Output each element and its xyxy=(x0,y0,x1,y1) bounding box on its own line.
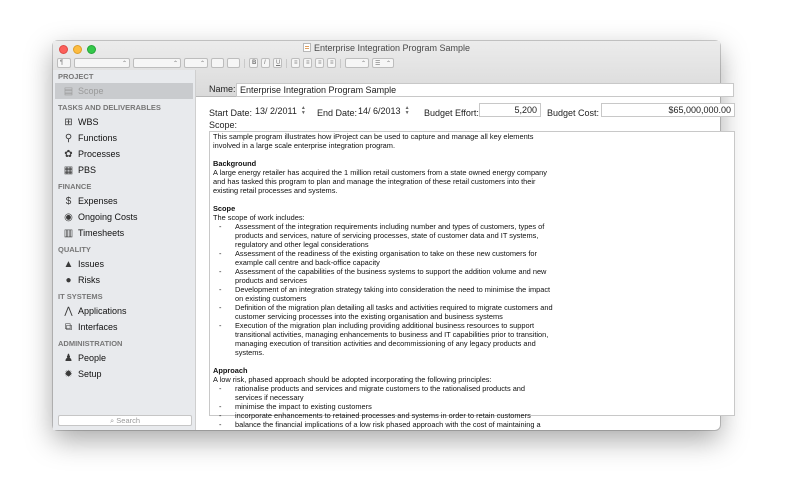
bullet-text: Execution of the migration plan including providing additional business resources to support transitional activities, managing enhancements to business and IT capabilities prior to transition, managing execution of transition activities and decommissioning of any legacy products and systems. xyxy=(235,321,549,357)
bullet-marker: - xyxy=(219,321,222,330)
interfaces-icon: ⧉ xyxy=(64,321,73,333)
search-icon: ⌕ xyxy=(109,416,117,425)
font-size-select[interactable] xyxy=(184,58,208,68)
background-body: A large energy retailer has acquired the 1 million retail customers from a state owned energy company and has tasked this program to plan and manage the integration of these retail customers into their existing retail processes and systems. xyxy=(213,168,547,195)
setup-gear-icon: ✹ xyxy=(64,368,73,380)
bullet-marker: - xyxy=(219,402,222,411)
start-date-value: 13/ 2/2011 xyxy=(255,106,297,116)
bullet-text: Assessment of the readiness of the existing organisation to take on these new customers for example call centre and back-office capacity xyxy=(235,249,537,267)
search-placeholder: Search xyxy=(116,416,141,425)
bullet-item xyxy=(213,222,553,249)
align-center-icon: ≡ xyxy=(306,60,310,66)
bullet-item xyxy=(213,249,553,267)
sidebar-section-title: FINANCE xyxy=(58,182,92,191)
money-bag-icon: $ xyxy=(65,195,72,207)
sidebar-section-title: PROJECT xyxy=(58,72,94,81)
end-date-value: 14/ 6/2013 xyxy=(358,106,401,116)
timesheet-icon: ▥ xyxy=(63,227,74,239)
sidebar-item-people[interactable] xyxy=(53,350,195,366)
budget-effort-field[interactable]: 5,200 xyxy=(479,103,541,117)
align-right-button[interactable] xyxy=(315,58,324,68)
warning-icon: ▲ xyxy=(63,258,74,270)
bullet-text: balance the financial implications of a low risk phased approach with the cost of maintaining a xyxy=(235,420,541,429)
sidebar xyxy=(53,70,196,430)
bullet-text: minimise the impact to existing customers xyxy=(235,402,372,411)
pbs-icon: ▦ xyxy=(63,164,74,176)
sidebar-item-scope[interactable] xyxy=(55,83,193,99)
gear-icon: ✿ xyxy=(64,148,73,160)
chevron-down-icon: ⌃ xyxy=(360,60,366,67)
start-date-label: Start Date: xyxy=(209,108,253,118)
end-date-field[interactable] xyxy=(358,104,411,118)
scope-text-area[interactable] xyxy=(209,131,735,429)
coins-icon: ◉ xyxy=(64,211,73,223)
bullet-marker: - xyxy=(219,384,222,393)
bullet-item xyxy=(213,420,553,429)
applications-icon: ⋀ xyxy=(64,305,73,317)
end-date-label: End Date: xyxy=(317,108,358,118)
bullet-item xyxy=(213,285,553,303)
sidebar-item-label: Ongoing Costs xyxy=(78,212,138,222)
bullet-marker: - xyxy=(219,411,222,420)
sidebar-item-label: Functions xyxy=(78,133,118,143)
format-toolbar xyxy=(57,57,394,69)
sidebar-section-title: ADMINISTRATION xyxy=(58,339,123,348)
sidebar-item-issues[interactable] xyxy=(53,256,195,272)
chevron-down-icon: ⌃ xyxy=(199,60,205,67)
bullet-text: Assessment of the integration requirements including number and types of customers, types of products and services, nature of servicing processes, state of customer data and IT systems, regulatory and other legal considerations xyxy=(235,222,545,249)
bullet-text: incorporate enhancements to retained processes and systems in order to retain customers xyxy=(235,411,531,420)
document-icon: ▤ xyxy=(63,85,74,97)
bullet-text: rationalise products and services and migrate customers to the rationalised products and services if necessary xyxy=(235,384,526,402)
name-label: Name: xyxy=(209,84,236,94)
people-icon: ♟ xyxy=(64,352,73,364)
chevron-down-icon: ⌃ xyxy=(121,60,127,67)
paragraph-style-label: ¶ xyxy=(60,60,64,66)
justify-icon: ≡ xyxy=(330,60,334,66)
list-icon: ☰ xyxy=(375,60,381,67)
bullet-marker: - xyxy=(219,285,222,294)
end-date-stepper[interactable]: ▲ ▼ xyxy=(404,104,410,116)
document-icon xyxy=(303,43,311,52)
italic-label: I xyxy=(264,60,266,66)
start-date-field[interactable] xyxy=(255,104,307,118)
budget-effort-label: Budget Effort: xyxy=(424,108,479,118)
sidebar-item-functions[interactable] xyxy=(53,130,195,146)
bold-button[interactable] xyxy=(249,58,258,68)
scope-editor xyxy=(197,70,731,430)
justify-button[interactable] xyxy=(327,58,336,68)
bullet-item xyxy=(213,321,553,357)
sidebar-item-label: Timesheets xyxy=(78,228,125,238)
font-style-select[interactable] xyxy=(133,58,181,68)
italic-button[interactable] xyxy=(261,58,270,68)
scope-bullet-list xyxy=(213,222,734,357)
sidebar-item-processes[interactable] xyxy=(53,146,195,162)
sidebar-item-applications[interactable] xyxy=(53,303,195,319)
font-family-select[interactable] xyxy=(74,58,130,68)
budget-cost-label: Budget Cost: xyxy=(547,108,600,118)
scope-intro: This sample program illustrates how iProject can be used to capture and manage all key elements involved in a large scale enterprise integration program. xyxy=(213,132,534,150)
bullet-text: Assessment of the capabilities of the business systems to support the addition volume and new products and services xyxy=(235,267,547,285)
risk-icon: ● xyxy=(65,274,72,286)
sidebar-item-setup[interactable] xyxy=(53,366,195,382)
approach-lead: A low risk, phased approach should be adopted incorporating the following principles: xyxy=(213,375,492,384)
start-date-stepper[interactable]: ▲ ▼ xyxy=(300,104,306,116)
align-left-button[interactable] xyxy=(291,58,300,68)
sidebar-item-label: Applications xyxy=(78,306,127,316)
underline-label: U xyxy=(276,60,281,66)
line-spacing-select[interactable] xyxy=(345,58,369,68)
bullet-marker: - xyxy=(219,222,222,231)
sidebar-item-label: Risks xyxy=(78,275,100,285)
scope-lead: The scope of work includes: xyxy=(213,213,305,222)
sidebar-section-title: TASKS AND DELIVERABLES xyxy=(58,103,161,112)
toolbar-divider xyxy=(286,59,287,68)
list-style-select[interactable] xyxy=(372,58,394,68)
scope-label: Scope: xyxy=(209,120,238,130)
bullet-marker: - xyxy=(219,420,222,429)
sidebar-item-label: PBS xyxy=(78,165,97,175)
bullet-marker: - xyxy=(219,303,222,312)
align-right-icon: ≡ xyxy=(318,60,322,66)
sidebar-item-risks[interactable] xyxy=(53,272,195,288)
approach-heading: Approach xyxy=(213,366,248,375)
sidebar-item-label: Processes xyxy=(78,149,121,159)
bullet-text: Development of an integration strategy taking into consideration the need to minimise the impact on existing customers xyxy=(235,285,551,303)
bullet-marker: - xyxy=(219,249,222,258)
align-left-icon: ≡ xyxy=(294,60,298,66)
app-window xyxy=(53,41,731,430)
bullet-item xyxy=(213,411,553,420)
sidebar-item-label: Issues xyxy=(78,259,105,269)
name-field[interactable]: Enterprise Integration Program Sample xyxy=(236,83,734,97)
bullet-item xyxy=(213,267,553,285)
sidebar-item-ongoing-costs[interactable] xyxy=(53,209,195,225)
sidebar-section-title: IT SYSTEMS xyxy=(58,292,103,301)
background-color-well[interactable] xyxy=(227,58,240,68)
sidebar-item-label: Expenses xyxy=(78,196,118,206)
bullet-item xyxy=(213,384,553,402)
sidebar-item-label: WBS xyxy=(78,117,99,127)
chevron-down-icon: ⌃ xyxy=(385,60,391,67)
wbs-icon: ⊞ xyxy=(64,116,73,128)
bullet-text: Definition of the migration plan detailing all tasks and activities required to migrate customers and customer servicing processes into the existing organisation and business systems xyxy=(235,303,553,321)
sidebar-search-input[interactable] xyxy=(58,415,192,426)
underline-button[interactable] xyxy=(273,58,282,68)
window-title-text: Enterprise Integration Program Sample xyxy=(313,43,471,53)
sidebar-item-timesheets[interactable] xyxy=(53,225,195,241)
background-heading: Background xyxy=(213,159,257,168)
bold-label: B xyxy=(252,60,257,66)
bullet-item xyxy=(213,402,553,411)
paragraph-style-select[interactable] xyxy=(57,58,71,68)
sidebar-item-label: Interfaces xyxy=(78,322,118,332)
sidebar-section-title: QUALITY xyxy=(58,245,91,254)
sidebar-item-label: Scope xyxy=(78,86,104,96)
bullet-marker: - xyxy=(219,267,222,276)
sidebar-item-interfaces[interactable] xyxy=(53,319,195,335)
bullet-item xyxy=(213,303,553,321)
budget-cost-field[interactable]: $65,000,000.00 xyxy=(601,103,735,117)
sidebar-item-label: Setup xyxy=(78,369,102,379)
sidebar-item-expenses[interactable] xyxy=(53,193,195,209)
chevron-down-icon: ⌃ xyxy=(172,60,178,67)
toolbar-divider xyxy=(340,59,341,68)
approach-bullet-list xyxy=(213,384,734,429)
toolbar-divider xyxy=(244,59,245,68)
sidebar-item-wbs[interactable] xyxy=(53,114,195,130)
sidebar-item-pbs[interactable] xyxy=(53,162,195,178)
scope-heading: Scope xyxy=(213,204,236,213)
window-title xyxy=(53,43,720,53)
align-center-button[interactable] xyxy=(303,58,312,68)
sidebar-item-label: People xyxy=(78,353,107,363)
functions-icon: ⚲ xyxy=(64,132,73,144)
text-color-well[interactable] xyxy=(211,58,224,68)
